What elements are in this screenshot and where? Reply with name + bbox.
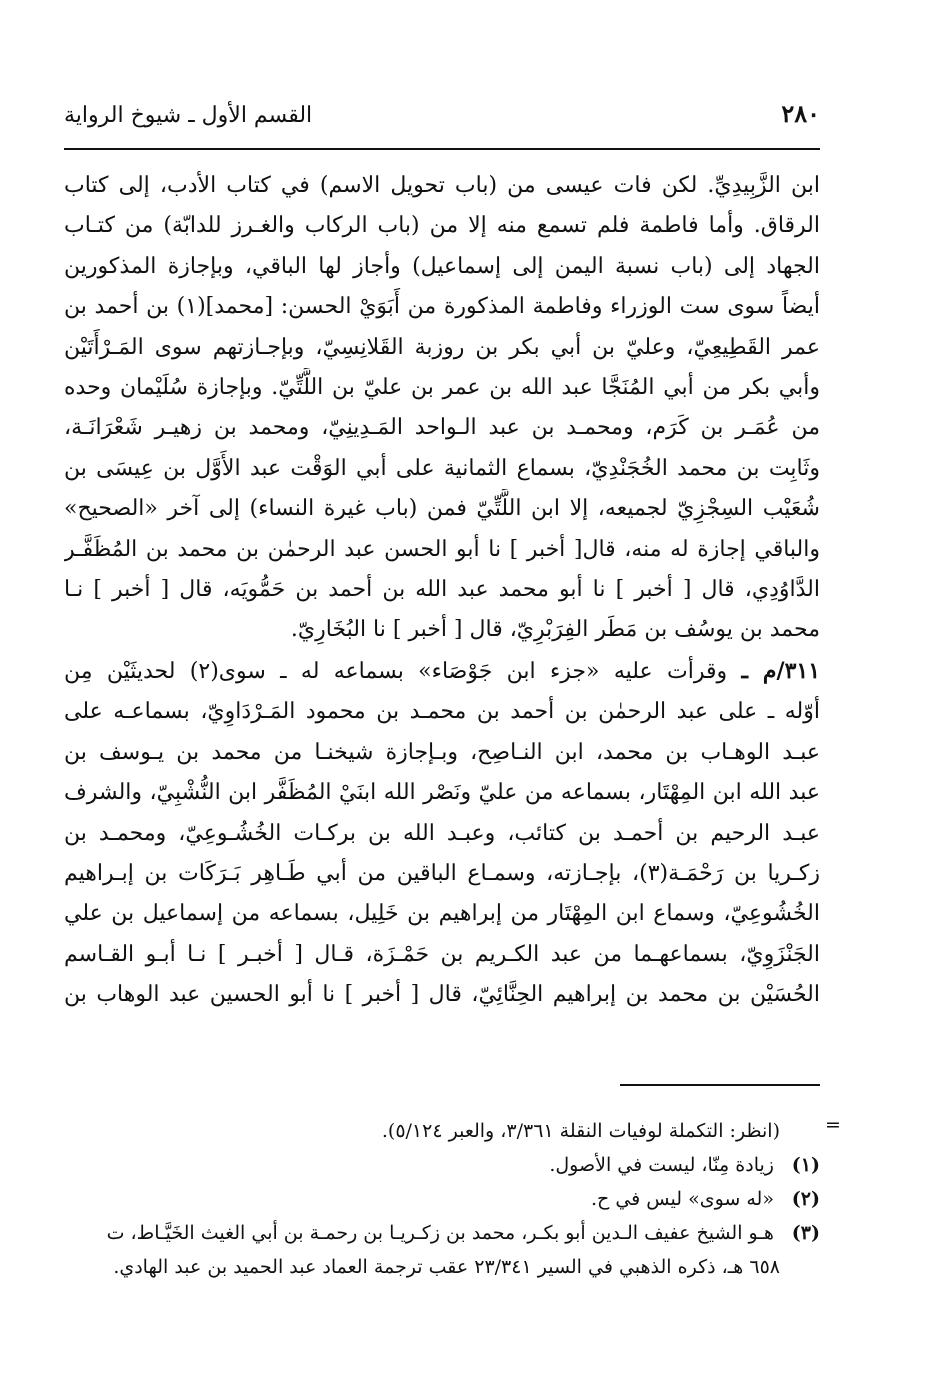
- footnote-rule: [620, 1084, 820, 1086]
- text-line: محمد بن يوسُف بن مَطَر الفِرَبْرِيّ، قال [ أخبر ] نا البُخَارِيّ.: [290, 617, 820, 643]
- text-line: وأبي بكر من أبي المُنَجَّا عبد الله بن عمر بن عليّ بن اللَّتِّيّ. وبإجازة سُلَيْمان وحده: [64, 375, 820, 401]
- footnote-text: «له سوى» ليس في ح.: [590, 1188, 774, 1210]
- entry-line: زكـريا بن رَحْمَـة(٣)، بإجـازته، وسمـاع الباقين من أبي طَـاهِر بَـرَكَات بن إبـراهيم: [64, 860, 820, 886]
- footnote-text: (انظر: التكملة لوفيات النقلة ٣/٣٦١، والعبر ٥/١٢٤).: [381, 1120, 780, 1142]
- footnote-mark: (٣): [791, 1222, 820, 1244]
- entry-number: ٣١١/م ـ: [741, 657, 820, 684]
- entry-line: عبد الله ابن المِهْتَار، بسماعه من عليّ ونَصْر الله ابنَيْ المُظَفَّر ابن النُّشْبِيّ، والشرف: [64, 780, 820, 806]
- entry-first-line: [64, 651, 820, 692]
- entry-line: الخُشُوعِيّ، وسماع ابن المِهْتَار من إبراهيم بن خَلِيل، بسماعه من إسماعيل بن علي: [64, 901, 820, 927]
- text-line: الدَّاوُدِي، قال [ أخبر ] نا أبو محمد عبد الله بن أحمد بن حَمُّويَه، قال [ أخبر ] نـا: [64, 577, 820, 603]
- entry-line: أوّله ـ على عبد الرحمٰن بن أحمد بن محمـد بن محمود المَـرْدَاوِيّ، بسماعـه على: [64, 699, 820, 725]
- text-line: وثَابِت بن محمد الخُجَنْدِيّ، بسماع الثمانية على أبي الوَقْت عبد الأَوَّل بن عِيسَى بن: [64, 455, 820, 481]
- footnote-3: [64, 1216, 820, 1250]
- text-line: أيضاً سوى ست الوزراء وفاطمة المذكورة من أَبَوَيْ الحسن: [محمد](١) بن أحمد بن: [64, 294, 820, 320]
- text-line: عمر القَطِيعِيّ، وعليّ بن أبي بكر بن روزبة القَلانِسِيّ، وبإجـازتهم سوى المَـرْأَتَيْن: [64, 334, 820, 360]
- footnotes: [64, 1114, 820, 1284]
- running-title: القسم الأول ـ شيوخ الرواية: [64, 103, 313, 128]
- header-rule: [64, 148, 820, 150]
- footnote-1: [64, 1148, 820, 1182]
- footnote-text: هـو الشيخ عفيف الـدين أبو بكـر، محمد بن زكـريـا بن رحمـة بن أبي الغيث الخَيَّـاط، ت: [106, 1222, 774, 1244]
- page-header: [64, 88, 820, 128]
- entry-line: الجَنْزَوِيّ، بسماعهـما من عبد الكـريم بن حَمْـزَة، قـال [ أخبـر ] نـا أبـو القـاسم: [64, 941, 820, 967]
- entry-line: وقرأت عليه «جزء ابن جَوْصَاء» بسماعه له ـ سوى(٢) لحديثَيْن مِن: [64, 658, 728, 684]
- footnote-2: [64, 1182, 820, 1216]
- entry-line: عبـد الرحيم بن أحمـد بن كتائب، وعبـد الله بن بركـات الخُشُـوعِيّ، ومحمـد بن: [64, 820, 820, 846]
- continuation-marker: =: [825, 1114, 841, 1136]
- text-line: شُعَيْب السِجْزِيّ لجميعه، إلا ابن اللَّتِّيّ فمن (باب غيرة النساء) إلى آخر «الصحيح»: [64, 496, 820, 522]
- text-line: الرقاق. وأما فاطمة فلم تسمع منه إلا من (باب الركاب والغـرز للدابّة) من كتـاب: [64, 213, 820, 239]
- footnote-text: ٦٥٨ هـ، ذكره الذهبي في السير ٢٣/٣٤١ عقب ترجمة العماد عبد الحميد بن عبد الهادي.: [113, 1256, 780, 1278]
- footnote-text: زيادة مِنّا، ليست في الأصول.: [549, 1154, 774, 1176]
- footnote-mark: (٢): [791, 1188, 820, 1210]
- main-text: [64, 166, 820, 1016]
- footnote-3-continued: [64, 1250, 820, 1284]
- entry-line: عبـد الوهـاب بن محمد، ابن النـاصِح، وبـإجازة شيخنـا من محمد بن يـوسف بن: [64, 739, 820, 765]
- entry-line: الحُسَيْن بن محمد بن إبراهيم الحِنَّائِيّ، قال [ أخبر ] نا أبو الحسين عبد الوهاب بن: [64, 982, 820, 1008]
- text-line: الجهاد إلى (باب نسبة اليمن إلى إسماعيل) وأجاز لها الباقي، وبإجازة المذكورين: [64, 253, 820, 279]
- text-line: والباقي إجازة له منه، قال[ أخبر ] نا أبو الحسن عبد الرحمٰن بن محمد بن المُظَفَّـر: [64, 536, 820, 562]
- footnote-mark: (١): [791, 1154, 820, 1176]
- page-number: ٢٨٠: [781, 99, 820, 128]
- text-line: ابن الزَّبِيدِيِّ. لكن فات عيسى من (باب تحويل الاسم) في كتاب الأدب، إلى كتاب: [64, 173, 820, 198]
- text-line: من عُمَـر بن كَرَم، ومحمـد بن عبد الـواحد المَـدِينِيّ، ومحمد بن زهيـر شَعْرَانَـة،: [64, 415, 820, 441]
- footnote-continued: [64, 1114, 820, 1148]
